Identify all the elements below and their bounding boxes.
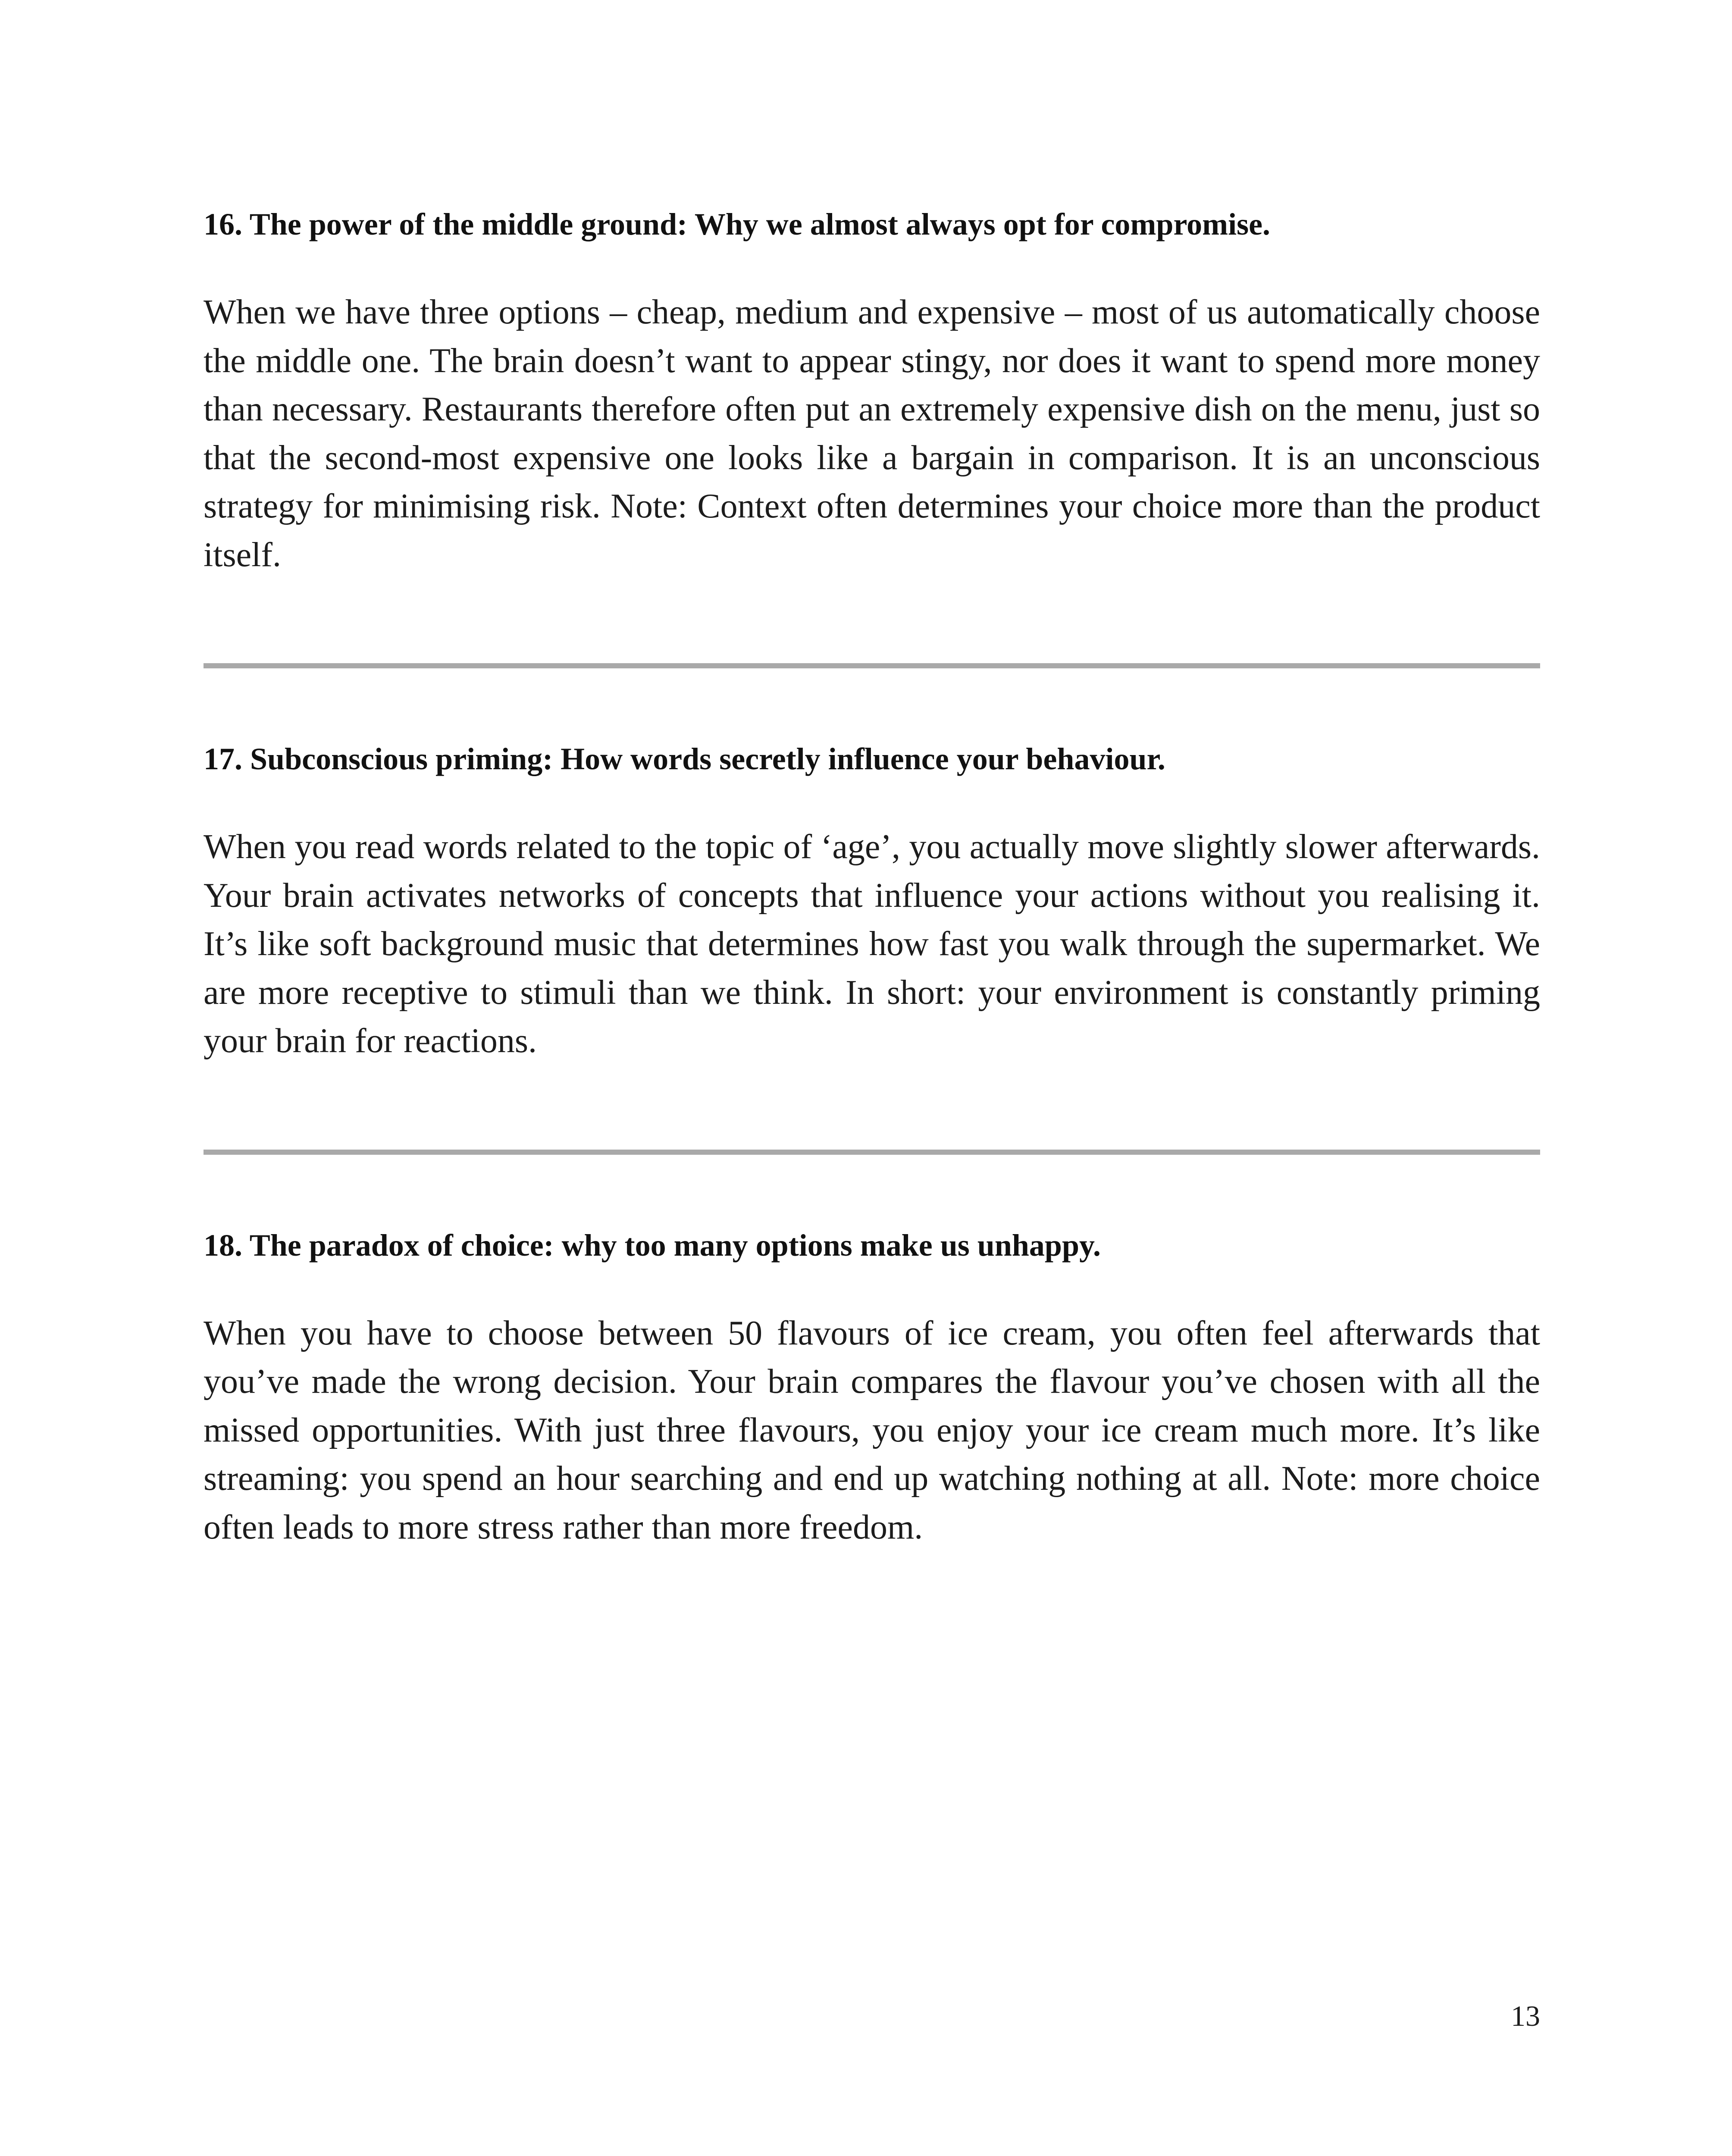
section-heading: 18. The paradox of choice: why too many options make us unhappy. <box>204 1228 1101 1263</box>
page-number: 13 <box>1511 1999 1540 2032</box>
document-page <box>204 203 1540 1551</box>
section-divider <box>204 1150 1540 1155</box>
section-heading: 16. The power of the middle ground: Why we almost always opt for compromise. <box>204 207 1271 241</box>
section-16 <box>204 203 1540 579</box>
section-heading: 17. Subconscious priming: How words secretly influence your behaviour. <box>204 742 1165 776</box>
section-body: When you read words related to the topic of ‘age’, you actually move slightly slower afterwards. Your brain activates networks of concepts that influence your actions without you realising it. It’s like soft background music that determines how fast you walk through the supermarket. We are more receptive to stimuli than we think. In short: your environment is constantly priming your brain for reactions. <box>204 828 1540 1060</box>
section-17 <box>204 737 1540 1065</box>
section-body: When we have three options – cheap, medium and expensive – most of us automatically choose the middle one. The brain doesn’t want to appear stingy, nor does it want to spend more money than necessary. Restaurants therefore often put an extremely expensive dish on the menu, just so that the second-most expensive one looks like a bargain in comparison. It is an unconscious strategy for minimising risk. Note: Context often determines your choice more than the product itself. <box>204 293 1540 574</box>
section-18 <box>204 1224 1540 1552</box>
section-divider <box>204 663 1540 668</box>
section-body: When you have to choose between 50 flavours of ice cream, you often feel afterwards that you’ve made the wrong decision. Your brain compares the flavour you’ve chosen with all the missed opportunities. With just three flavours, you enjoy your ice cream much more. It’s like streaming: you spend an hour searching and end up watching nothing at all. Note: more choice often leads to more stress rather than more freedom. <box>204 1314 1540 1546</box>
